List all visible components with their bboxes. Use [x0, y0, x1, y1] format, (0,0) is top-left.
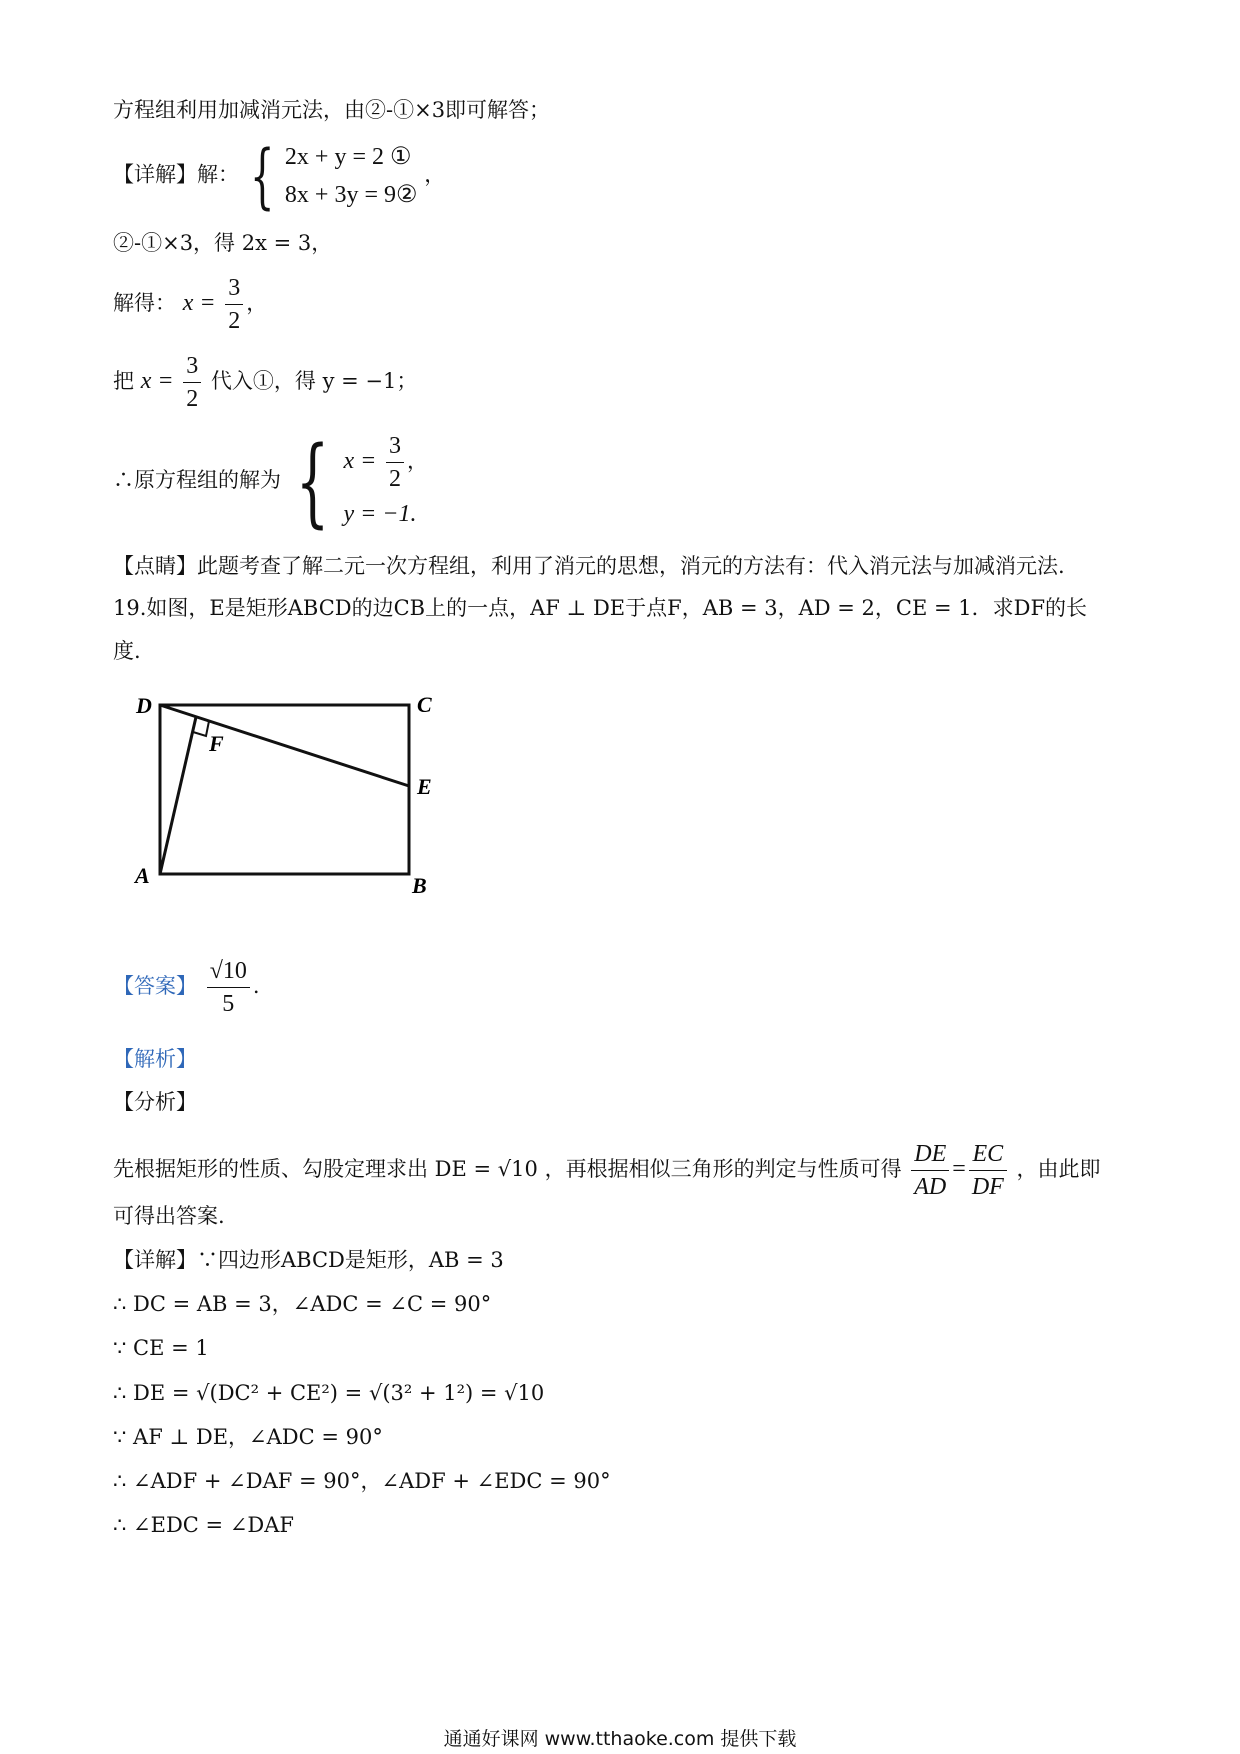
equation-1: 2x + y = 2 ① — [284, 144, 412, 170]
label-C: C — [417, 692, 432, 717]
solution-line — [113, 425, 428, 538]
label-D: D — [136, 693, 152, 718]
solve-label: 解得： — [113, 291, 176, 315]
detail-step-7: ∴ ∠EDC = ∠DAF — [113, 1513, 294, 1537]
x-equals: x = — [182, 290, 216, 316]
footer: 通通好课网 www.tthaoke.com 提供下载 — [443, 1728, 797, 1750]
rectangle-abcd — [160, 705, 409, 874]
detail-step-2: ∴ DC = AB = 3，∠ADC = ∠C = 90° — [113, 1292, 492, 1316]
substitute-line — [113, 350, 417, 415]
solve-line: 解得： x = $\frac{3}{2}$ ， — [113, 272, 267, 337]
question-19-line-1: 19.如图，E是矩形ABCD的边CB上的一点，AF ⊥ DE于点F，AB = 3，AD = 2，CE = 1．求DF的长 — [113, 596, 1088, 620]
detail-step-3: ∵ CE = 1 — [113, 1336, 209, 1360]
fraction-numerator: 3 — [183, 350, 201, 383]
intro-line: 方程组利用加减消元法，由②-①×3即可解答； — [113, 98, 551, 122]
solution-x: x = $\frac{3}{2}$ ， — [343, 430, 428, 495]
ratio-left: $\frac{DE}{AD}$ — [911, 1138, 949, 1203]
answer-label: 【答案】 — [113, 974, 197, 998]
substitute-prefix: 把 — [113, 369, 134, 393]
fraction-three-halves — [225, 272, 243, 337]
fenxi-line-2: 可得出答案. — [113, 1204, 225, 1228]
equation-system — [285, 138, 418, 214]
label-E: E — [417, 774, 432, 799]
step-line: ②-①×3，得 2x = 3， — [113, 231, 333, 255]
segment-af — [160, 717, 196, 874]
dianjing-line: 【点睛】此题考查了解二元一次方程组，利用了消元的思想，消元的方法有：代入消元法与加减消元法. — [113, 554, 1065, 578]
answer-fraction — [207, 955, 250, 1020]
fraction-numerator: 3 — [225, 272, 243, 305]
fraction-three-halves-2 — [183, 350, 201, 415]
equation-system-line — [113, 135, 446, 217]
fraction-denominator: 2 — [228, 308, 241, 334]
fenxi-label: 【分析】 — [113, 1090, 197, 1114]
fraction-denominator: 2 — [186, 386, 199, 412]
fenxi-text-tail: ，由此即 — [1016, 1157, 1101, 1181]
detail-step-4: ∴ DE = √(DC² + CE²) = √(3² + 1²) = √10 — [113, 1381, 545, 1405]
detail-step-1: 【详解】∵四边形ABCD是矩形，AB = 3 — [113, 1248, 504, 1272]
answer-numerator: √10 — [207, 955, 250, 988]
geometry-figure — [130, 688, 470, 908]
solution-y: y = −1. — [343, 501, 417, 527]
detail-step-6: ∴ ∠ADF + ∠DAF = 90°，∠ADF + ∠EDC = 90° — [113, 1469, 611, 1493]
therefore-label: ∴原方程组的解为 — [113, 468, 281, 492]
fenxi-line: 先根据矩形的性质、勾股定理求出 DE = √10 ，再根据相似三角形的判定与性质可得 $\frac{DE}{AD}$ = $\frac{EC}{DF}$ ，由此即 — [113, 1138, 1101, 1203]
left-brace: { — [249, 135, 275, 217]
solution-system — [343, 430, 428, 533]
equation-2: 8x + 3y = 9② — [284, 182, 418, 208]
answer-line: 【答案】 $\frac{√10}{5}$ . — [113, 955, 260, 1020]
ratio-right: $\frac{EC}{DF}$ — [969, 1138, 1007, 1203]
label-F: F — [209, 731, 224, 756]
segment-de — [160, 705, 409, 786]
fraction-three-halves-3: $\frac{3}{2}$ — [386, 430, 404, 495]
x-equals-2: x = — [140, 368, 174, 394]
question-19-line-2: 度. — [113, 639, 141, 663]
fenxi-text: 先根据矩形的性质、勾股定理求出 DE = √10 ，再根据相似三角形的判定与性质可得 — [113, 1157, 902, 1181]
comma: ， — [424, 162, 446, 187]
label-B: B — [412, 873, 427, 898]
label-A: A — [135, 863, 150, 888]
answer-denominator: 5 — [222, 991, 235, 1017]
jiexi-label: 【解析】 — [113, 1047, 197, 1071]
solution-brace: { — [295, 425, 330, 538]
detail-step-5: ∵ AF ⊥ DE，∠ADC = 90° — [113, 1425, 383, 1449]
detail-label: 【详解】解： — [113, 162, 239, 187]
substitute-suffix: 代入①，得 y = −1； — [210, 369, 418, 393]
